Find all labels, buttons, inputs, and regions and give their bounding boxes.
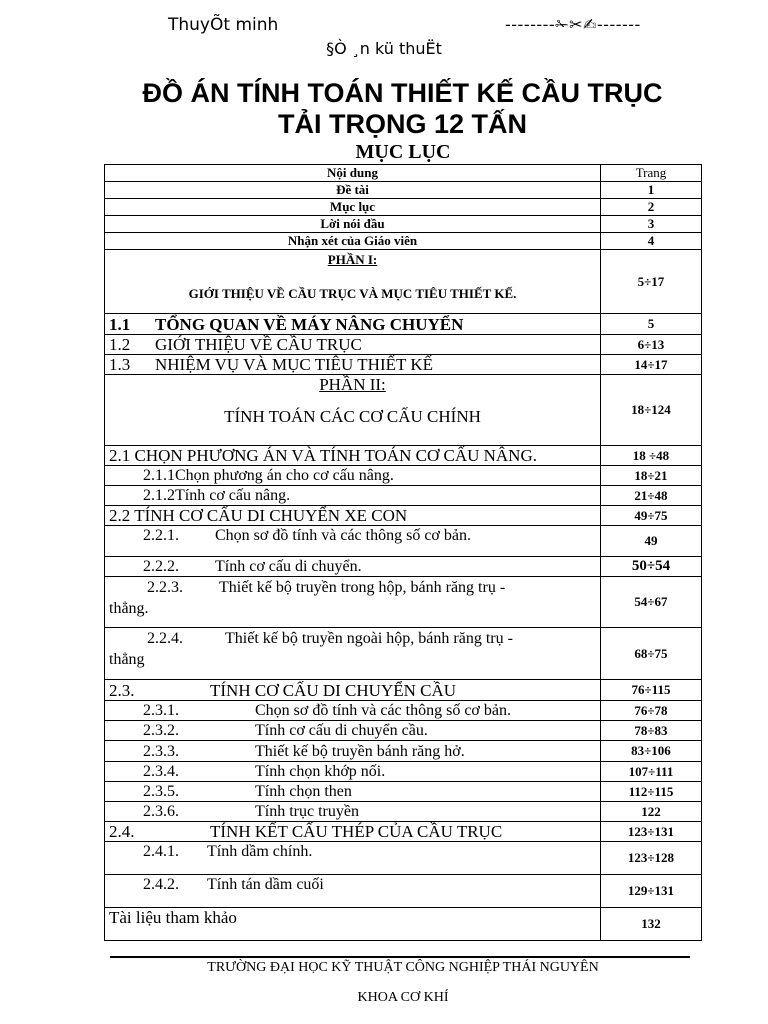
toc-section-text: 2.2 TÍNH CƠ CẤU DI CHUYỂN XE CON	[105, 506, 601, 526]
table-row	[105, 199, 702, 216]
part-heading-cell	[105, 375, 601, 446]
toc-subsection-cell	[105, 701, 601, 721]
footer-divider	[110, 956, 690, 958]
subsection-text: Tính trục truyền	[255, 803, 359, 820]
table-row	[105, 577, 702, 628]
toc-table	[104, 164, 702, 941]
table-header-row	[105, 165, 702, 182]
toc-subsection-cell	[105, 628, 601, 680]
toc-item-page: 76÷78	[601, 701, 702, 721]
table-row	[105, 557, 702, 577]
subsection-text: Thiết kế bộ truyền trong hộp, bánh răng trụ -	[219, 579, 506, 596]
footer-university: TRƯỜNG ĐẠI HỌC KỸ THUẬT CÔNG NGHIỆP THÁI NGUYÊN	[207, 960, 599, 975]
table-row	[105, 375, 702, 446]
toc-item-page: 83÷106	[601, 741, 702, 762]
toc-section-cell	[105, 822, 601, 842]
toc-item-page: 122	[601, 802, 702, 822]
subsection-number: 2.3.5.	[143, 783, 179, 800]
subsection-line1	[109, 628, 596, 649]
toc-item-page: 50÷54	[601, 557, 702, 577]
table-row	[105, 466, 702, 486]
toc-item-label: Lời nói đầu	[105, 216, 601, 233]
toc-item-page: 76÷115	[601, 680, 702, 701]
toc-item-page: 132	[601, 908, 702, 941]
subsection-number: 2.2.3.	[147, 579, 183, 596]
section-text: TÍNH CƠ CẤU DI CHUYỂN CẦU	[210, 680, 457, 700]
toc-subsection-text: 2.1.1Chọn phương án cho cơ cấu nâng.	[105, 466, 601, 486]
header-decoration: --------✁✂✍-------	[505, 15, 641, 34]
document-title-line2: TẢI TRỌNG 12 TẤN	[277, 109, 527, 139]
column-header-page: Trang	[601, 165, 702, 182]
toc-item-page: 54÷67	[601, 577, 702, 628]
subsection-number: 2.2.4.	[147, 630, 183, 647]
toc-section-cell	[105, 355, 601, 375]
table-row	[105, 446, 702, 466]
table-row	[105, 216, 702, 233]
section-number: 2.3.	[109, 680, 135, 700]
toc-subsection-cell	[105, 526, 601, 557]
subsection-number: 2.3.6.	[143, 803, 179, 820]
toc-item-label: Nhận xét của Giáo viên	[105, 233, 601, 250]
part-heading-cell	[105, 250, 601, 314]
subsection-number: 2.2.1.	[143, 527, 179, 544]
table-row	[105, 250, 702, 314]
table-row	[105, 701, 702, 721]
subsection-text: Tính chọn then	[255, 783, 352, 800]
document-title	[0, 78, 768, 140]
toc-item-page: 14÷17	[601, 355, 702, 375]
table-row	[105, 822, 702, 842]
table-row	[105, 741, 702, 762]
subsection-text-cont: thẳng.	[109, 600, 149, 617]
toc-item-page: 21÷48	[601, 486, 702, 506]
toc-subsection-cell	[105, 782, 601, 802]
table-row	[105, 182, 702, 199]
table-row	[105, 842, 702, 875]
table-row	[105, 526, 702, 557]
subsection-text: Thiết kế bộ truyền ngoài hộp, bánh răng trụ -	[225, 630, 513, 647]
subsection-number: 2.3.3.	[143, 742, 179, 760]
toc-item-page: 2	[601, 199, 702, 216]
section-number: 1.2	[109, 335, 131, 354]
toc-item-page: 18÷124	[601, 375, 702, 446]
subsection-text: Chọn sơ đồ tính và các thông số cơ bản.	[255, 702, 511, 719]
table-row	[105, 680, 702, 701]
part2-title: TÍNH TOÁN CÁC CƠ CẤU CHÍNH	[224, 407, 481, 426]
section-text: TÍNH KẾT CẤU THÉP CỦA CẦU TRỤC	[210, 822, 503, 841]
subsection-text: Tính chọn khớp nối.	[255, 763, 386, 780]
table-row	[105, 908, 702, 941]
toc-refs-text: Tài liệu tham khảo	[105, 908, 601, 941]
subsection-number: 2.4.2.	[143, 876, 179, 893]
toc-subsection-cell	[105, 557, 601, 577]
toc-item-page: 123÷128	[601, 842, 702, 875]
toc-item-page: 68÷75	[601, 628, 702, 680]
subsection-text: Chọn sơ đồ tính và các thông số cơ bản.	[215, 527, 471, 544]
toc-section-text: 2.1 CHỌN PHƯƠNG ÁN VÀ TÍNH TOÁN CƠ CẤU NÂNG.	[105, 446, 601, 466]
header-subtitle: §Ò ¸n kü thuËt	[326, 39, 442, 58]
toc-item-page: 18 ÷48	[601, 446, 702, 466]
table-row	[105, 782, 702, 802]
part1-label: PHẦN I:	[327, 252, 378, 267]
section-text: NHIỆM VỤ VÀ MỤC TIÊU THIẾT KẾ	[155, 355, 433, 374]
toc-section-cell	[105, 680, 601, 701]
toc-subsection-cell	[105, 842, 601, 875]
subsection-text: Tính cơ cấu di chuyển cầu.	[255, 722, 428, 739]
table-row	[105, 355, 702, 375]
table-row	[105, 506, 702, 526]
subsection-number: 2.2.2.	[143, 558, 179, 575]
column-header-content: Nội dung	[105, 165, 601, 182]
subsection-text: Tính dầm chính.	[207, 843, 313, 860]
table-row	[105, 721, 702, 741]
toc-item-page: 112÷115	[601, 782, 702, 802]
toc-subsection-cell	[105, 741, 601, 762]
toc-subsection-cell	[105, 577, 601, 628]
toc-item-label: Đề tài	[105, 182, 601, 199]
table-row	[105, 486, 702, 506]
toc-item-page: 1	[601, 182, 702, 199]
toc-section-cell	[105, 314, 601, 335]
toc-item-page: 49÷75	[601, 506, 702, 526]
document-title-line1: ĐỒ ÁN TÍNH TOÁN THIẾT KẾ CẦU TRỤC	[142, 78, 663, 108]
table-row	[105, 762, 702, 782]
table-row	[105, 628, 702, 680]
part1-title: GIỚI THIỆU VỀ CẦU TRỤC VÀ MỤC TIÊU THIẾT KẾ.	[188, 286, 517, 301]
toc-item-page: 49	[601, 526, 702, 557]
toc-subsection-cell	[105, 721, 601, 741]
section-number: 1.1	[109, 314, 131, 334]
subsection-number: 2.4.1.	[143, 843, 179, 860]
section-text: TỔNG QUAN VỀ MÁY NÂNG CHUYỂN	[155, 314, 464, 334]
section-text: GIỚI THIỆU VỀ CẦU TRỤC	[155, 335, 362, 354]
table-row	[105, 233, 702, 250]
toc-item-page: 4	[601, 233, 702, 250]
subsection-text: Thiết kế bộ truyền bánh răng hở.	[255, 742, 465, 760]
subsection-text-cont: thẳng	[109, 651, 145, 668]
toc-item-label: Mục lục	[105, 199, 601, 216]
header-title-left: ThuyÕt minh	[168, 15, 279, 35]
toc-item-page: 6÷13	[601, 335, 702, 355]
section-number: 2.4.	[109, 822, 135, 841]
footer-faculty: KHOA CƠ KHÍ	[357, 990, 449, 1005]
toc-item-page: 5	[601, 314, 702, 335]
subsection-text: Tính cơ cấu di chuyển.	[215, 558, 362, 575]
part2-label: PHẦN II:	[319, 375, 386, 394]
section-number: 1.3	[109, 355, 131, 374]
toc-subsection-cell	[105, 762, 601, 782]
toc-heading: MỤC LỤC	[355, 141, 451, 163]
toc-item-page: 18÷21	[601, 466, 702, 486]
subsection-text: Tính tán dầm cuối	[207, 876, 324, 893]
toc-subsection-cell	[105, 875, 601, 908]
toc-item-page: 123÷131	[601, 822, 702, 842]
table-row	[105, 335, 702, 355]
toc-subsection-cell	[105, 802, 601, 822]
subsection-number: 2.3.1.	[143, 702, 179, 719]
subsection-number: 2.3.2.	[143, 722, 179, 739]
toc-subsection-text: 2.1.2Tính cơ cấu nâng.	[105, 486, 601, 506]
toc-item-page: 107÷111	[601, 762, 702, 782]
toc-item-page: 78÷83	[601, 721, 702, 741]
toc-section-cell	[105, 335, 601, 355]
table-row	[105, 314, 702, 335]
toc-item-page: 5÷17	[601, 250, 702, 314]
toc-item-page: 129÷131	[601, 875, 702, 908]
subsection-line1	[109, 577, 596, 598]
table-row	[105, 802, 702, 822]
table-row	[105, 875, 702, 908]
toc-item-page: 3	[601, 216, 702, 233]
subsection-number: 2.3.4.	[143, 763, 179, 780]
